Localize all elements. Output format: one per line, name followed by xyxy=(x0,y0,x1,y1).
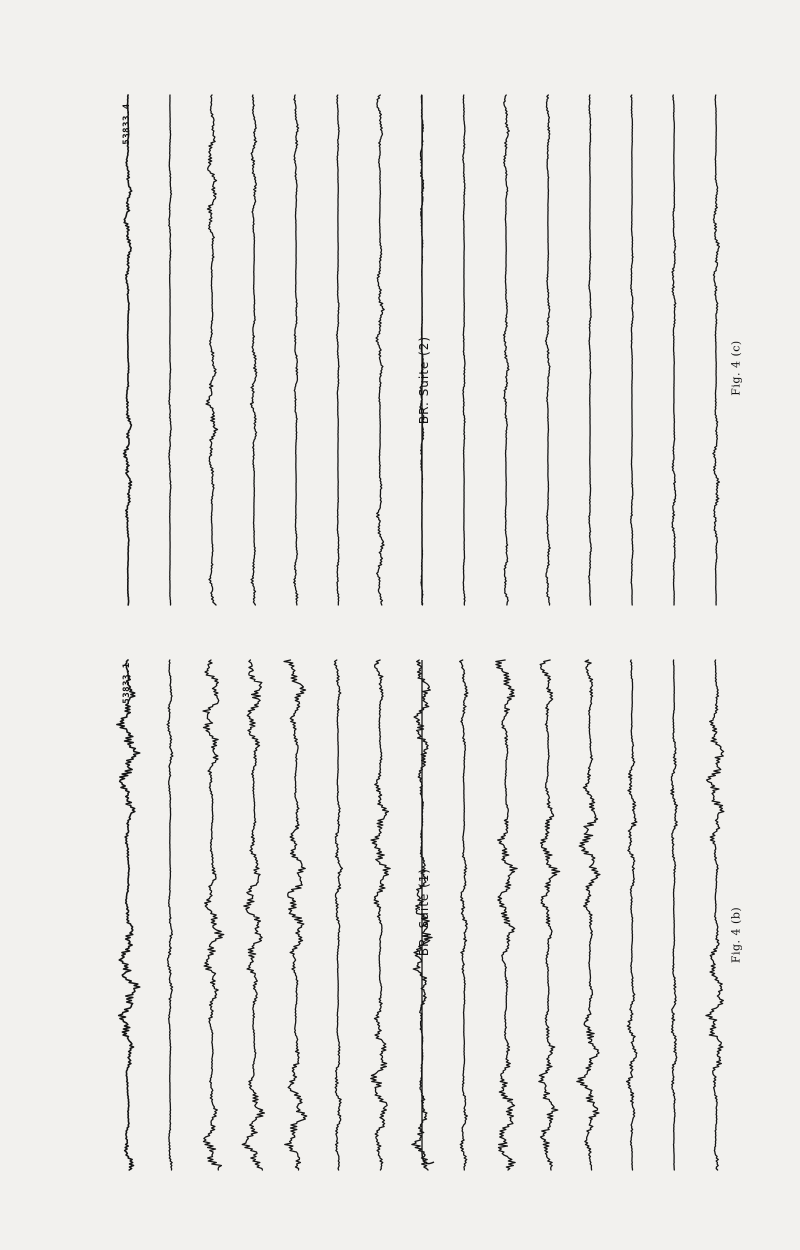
fig-4c-eeg-trace xyxy=(463,95,465,605)
fig-4c-eeg-trace xyxy=(631,95,634,605)
fig-4b-eeg-trace xyxy=(627,660,637,1170)
fig-4c-eeg-trace xyxy=(589,95,592,605)
fig-4c-eeg-trace xyxy=(376,95,384,605)
fig-4c-eeg-trace xyxy=(251,95,257,605)
fig-4c-eeg-trace xyxy=(337,95,340,605)
fig-4b-eeg-trace xyxy=(334,660,342,1170)
fig-4b-eeg-trace xyxy=(167,660,173,1170)
fig-4b-eeg-trace xyxy=(577,660,600,1170)
fig-4c-eeg-trace xyxy=(124,95,132,605)
fig-4c-eeg-trace xyxy=(504,95,510,605)
fig-4c-eeg-trace xyxy=(672,95,676,605)
fig-4b-suite-label: BR. Suite (1) xyxy=(417,867,431,957)
fig-4c-eeg-trace xyxy=(546,95,551,605)
fig-4b-eeg-trace xyxy=(203,660,224,1170)
fig-4b-eeg-trace xyxy=(242,660,264,1170)
fig-4c-reference-code: 53833.4 xyxy=(122,103,132,145)
fig-4c-eeg-trace xyxy=(713,95,720,605)
fig-4b-eeg-trace xyxy=(706,660,724,1170)
fig-4b-eeg-trace xyxy=(117,660,140,1170)
fig-4c-caption: Fig. 4 (c) xyxy=(729,340,743,396)
fig-4b-eeg-trace xyxy=(539,660,560,1170)
fig-4c-suite-label: BR. Suite (2) xyxy=(417,335,431,425)
fig-4c-eeg-trace xyxy=(169,95,172,605)
fig-4b-eeg-trace xyxy=(671,660,678,1170)
fig-4b-eeg-trace xyxy=(496,660,517,1170)
fig-4b-caption: Fig. 4 (b) xyxy=(729,906,743,964)
fig-4b-eeg-trace xyxy=(284,660,307,1170)
fig-4b-eeg-trace xyxy=(371,660,390,1170)
fig-4c-eeg-trace xyxy=(294,95,299,605)
fig-4b-reference-code: 53833.1 xyxy=(122,662,132,704)
fig-4b-eeg-trace xyxy=(460,660,468,1170)
fig-4c-eeg-trace xyxy=(206,95,217,605)
